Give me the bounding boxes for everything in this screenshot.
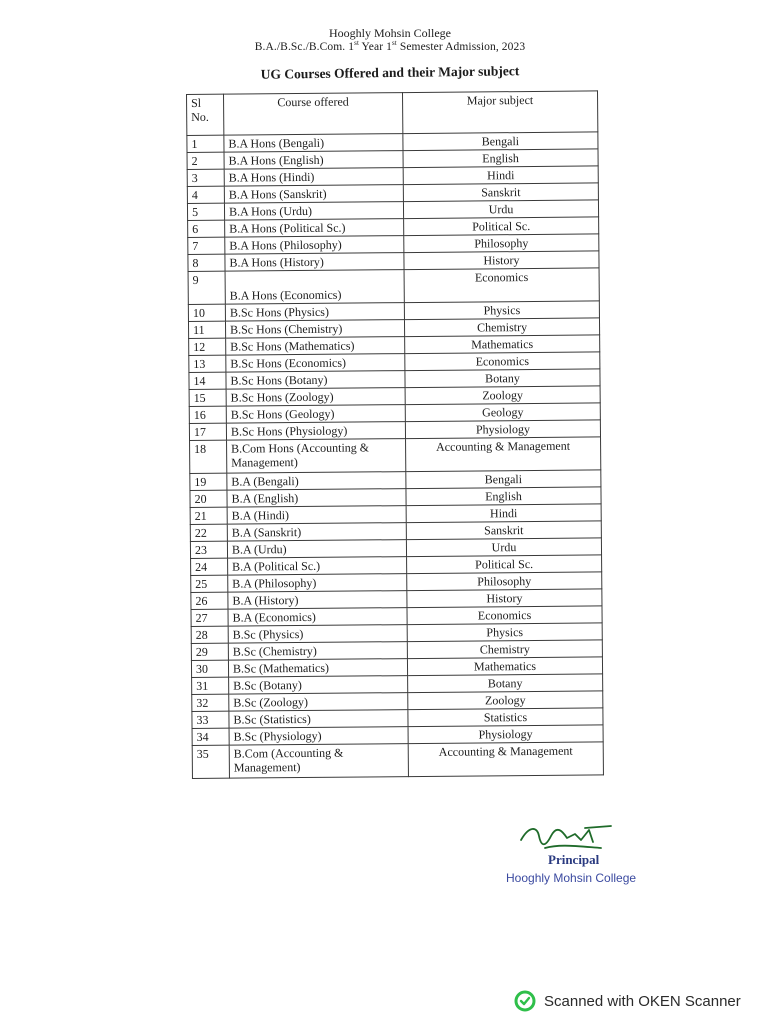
course-cell: B.A Hons (Hindi) — [224, 168, 403, 187]
column-header-major-subject: Major subject — [402, 91, 597, 134]
college-name: Hooghly Mohsin College — [329, 26, 451, 40]
sl-cell: 19 — [190, 473, 227, 490]
course-cell: B.Sc Hons (Mathematics) — [226, 337, 405, 356]
course-cell: B.A (Urdu) — [227, 540, 406, 559]
major-subject-cell: Chemistry — [407, 640, 602, 659]
major-subject-cell: Political Sc. — [407, 555, 602, 574]
major-subject-cell: Geology — [405, 403, 600, 422]
sl-cell: 1 — [187, 135, 224, 152]
sl-cell: 27 — [191, 609, 228, 626]
admission-session-line: B.A./B.Sc./B.Com. 1st Year 1st Semester Admission, 2023 — [254, 39, 526, 53]
sl-cell: 18 — [190, 440, 227, 473]
sl-cell: 2 — [187, 152, 224, 169]
sl-cell: 23 — [190, 541, 227, 558]
course-cell: B.A (Philosophy) — [228, 574, 407, 593]
table-header-row — [187, 91, 598, 136]
major-subject-cell: Physiology — [408, 725, 603, 744]
major-subject-cell: Philosophy — [407, 572, 602, 591]
major-subject-cell: Hindi — [406, 504, 601, 523]
major-subject-cell: Physiology — [405, 420, 600, 439]
course-cell: B.Sc (Zoology) — [229, 693, 408, 712]
major-subject-cell: Bengali — [403, 132, 598, 151]
course-cell: B.A Hons (Sanskrit) — [224, 185, 403, 204]
course-cell: B.Sc Hons (Chemistry) — [225, 320, 404, 339]
major-subject-cell: Economics — [407, 606, 602, 625]
major-subject-cell: Urdu — [406, 538, 601, 557]
sl-cell: 17 — [189, 423, 226, 440]
sl-cell: 13 — [189, 355, 226, 372]
course-cell: B.A (Hindi) — [227, 506, 406, 525]
major-subject-cell: English — [406, 487, 601, 506]
sl-cell: 26 — [191, 592, 228, 609]
major-subject-cell: History — [404, 251, 599, 270]
sl-cell: 22 — [190, 524, 227, 541]
major-subject-cell: Sanskrit — [406, 521, 601, 540]
course-cell: B.A (Bengali) — [227, 472, 406, 491]
sl-cell: 16 — [189, 406, 226, 423]
principal-designation: Principal — [548, 852, 600, 867]
scanner-watermark — [514, 990, 741, 1012]
sl-cell: 4 — [187, 186, 224, 203]
table-row — [192, 742, 603, 779]
column-header-course-offered: Course offered — [224, 93, 403, 136]
sl-cell: 5 — [187, 203, 224, 220]
course-cell: B.A Hons (Philosophy) — [225, 236, 404, 255]
major-subject-cell: Physics — [404, 301, 599, 320]
course-cell: B.Sc Hons (Economics) — [226, 354, 405, 373]
course-cell: B.Sc (Physiology) — [229, 727, 408, 746]
course-cell: B.Com Hons (Accounting & Management) — [227, 439, 406, 474]
course-cell: B.A (Economics) — [228, 608, 407, 627]
courses-table — [186, 90, 604, 779]
column-header-sl-no: Sl No. — [187, 94, 224, 135]
table-row — [190, 437, 601, 474]
major-subject-cell: Botany — [405, 369, 600, 388]
major-subject-cell: Zoology — [405, 386, 600, 405]
course-cell: B.Sc Hons (Physiology) — [226, 422, 405, 441]
sl-cell: 12 — [189, 338, 226, 355]
course-cell: B.Sc Hons (Botany) — [226, 371, 405, 390]
major-subject-cell: Political Sc. — [404, 217, 599, 236]
major-subject-cell: Statistics — [408, 708, 603, 727]
sl-cell: 20 — [190, 490, 227, 507]
major-subject-cell: Mathematics — [407, 657, 602, 676]
major-subject-cell: History — [407, 589, 602, 608]
course-cell: B.A (History) — [228, 591, 407, 610]
sl-cell: 3 — [187, 169, 224, 186]
major-subject-cell: English — [403, 149, 598, 168]
course-cell: B.Sc (Chemistry) — [228, 642, 407, 661]
major-subject-cell: Accounting & Management — [406, 437, 601, 472]
sl-cell: 9 — [188, 271, 225, 304]
scanner-label: Scanned with OKEN Scanner — [544, 992, 741, 1010]
major-subject-cell: Urdu — [403, 200, 598, 219]
major-subject-cell: Mathematics — [405, 335, 600, 354]
major-subject-cell: Hindi — [403, 166, 598, 185]
sl-cell: 11 — [188, 321, 225, 338]
sl-cell: 32 — [192, 694, 229, 711]
major-subject-cell: Philosophy — [404, 234, 599, 253]
sl-cell: 25 — [191, 575, 228, 592]
course-cell: B.Sc (Physics) — [228, 625, 407, 644]
course-cell: B.A (Sanskrit) — [227, 523, 406, 542]
sl-cell: 24 — [191, 558, 228, 575]
major-subject-cell: Zoology — [408, 691, 603, 710]
course-cell: B.A Hons (Urdu) — [224, 202, 403, 221]
major-subject-cell: Accounting & Management — [408, 742, 603, 777]
courses-table-body — [187, 132, 604, 779]
major-subject-cell: Botany — [408, 674, 603, 693]
major-subject-cell: Chemistry — [404, 318, 599, 337]
course-cell: B.Sc (Mathematics) — [228, 659, 407, 678]
sl-cell: 34 — [192, 728, 229, 745]
course-cell: B.Sc Hons (Geology) — [226, 405, 405, 424]
course-cell: B.Com (Accounting & Management) — [229, 744, 408, 779]
sl-cell: 7 — [188, 237, 225, 254]
major-subject-cell: Physics — [407, 623, 602, 642]
sl-cell: 31 — [192, 677, 229, 694]
sl-cell: 14 — [189, 372, 226, 389]
course-cell: B.A (Political Sc.) — [228, 557, 407, 576]
sl-cell: 10 — [188, 304, 225, 321]
sl-cell: 29 — [191, 643, 228, 660]
sl-cell: 15 — [189, 389, 226, 406]
course-cell: B.A Hons (History) — [225, 253, 404, 272]
college-stamp: Hooghly Mohsin College — [506, 871, 637, 885]
sl-cell: 35 — [192, 745, 229, 778]
major-subject-cell: Sanskrit — [403, 183, 598, 202]
sl-cell: 6 — [188, 220, 225, 237]
course-cell: B.A Hons (Political Sc.) — [225, 219, 404, 238]
sl-cell: 28 — [191, 626, 228, 643]
document-title: UG Courses Offered and their Major subject — [260, 63, 520, 82]
major-subject-cell: Economics — [404, 268, 599, 303]
course-cell: B.A (English) — [227, 489, 406, 508]
course-cell: B.A Hons (English) — [224, 151, 403, 170]
course-cell: B.Sc (Botany) — [229, 676, 408, 695]
major-subject-cell: Bengali — [406, 470, 601, 489]
course-cell: B.Sc Hons (Zoology) — [226, 388, 405, 407]
sl-cell: 30 — [191, 660, 228, 677]
table-row — [188, 268, 599, 305]
major-subject-cell: Economics — [405, 352, 600, 371]
course-cell: B.A Hons (Bengali) — [224, 134, 403, 153]
course-cell: B.A Hons (Economics) — [225, 270, 404, 305]
sl-cell: 21 — [190, 507, 227, 524]
course-cell: B.Sc Hons (Physics) — [225, 303, 404, 322]
sl-cell: 33 — [192, 711, 229, 728]
sl-cell: 8 — [188, 254, 225, 271]
course-cell: B.Sc (Statistics) — [229, 710, 408, 729]
oken-scanner-logo-icon — [514, 990, 536, 1012]
